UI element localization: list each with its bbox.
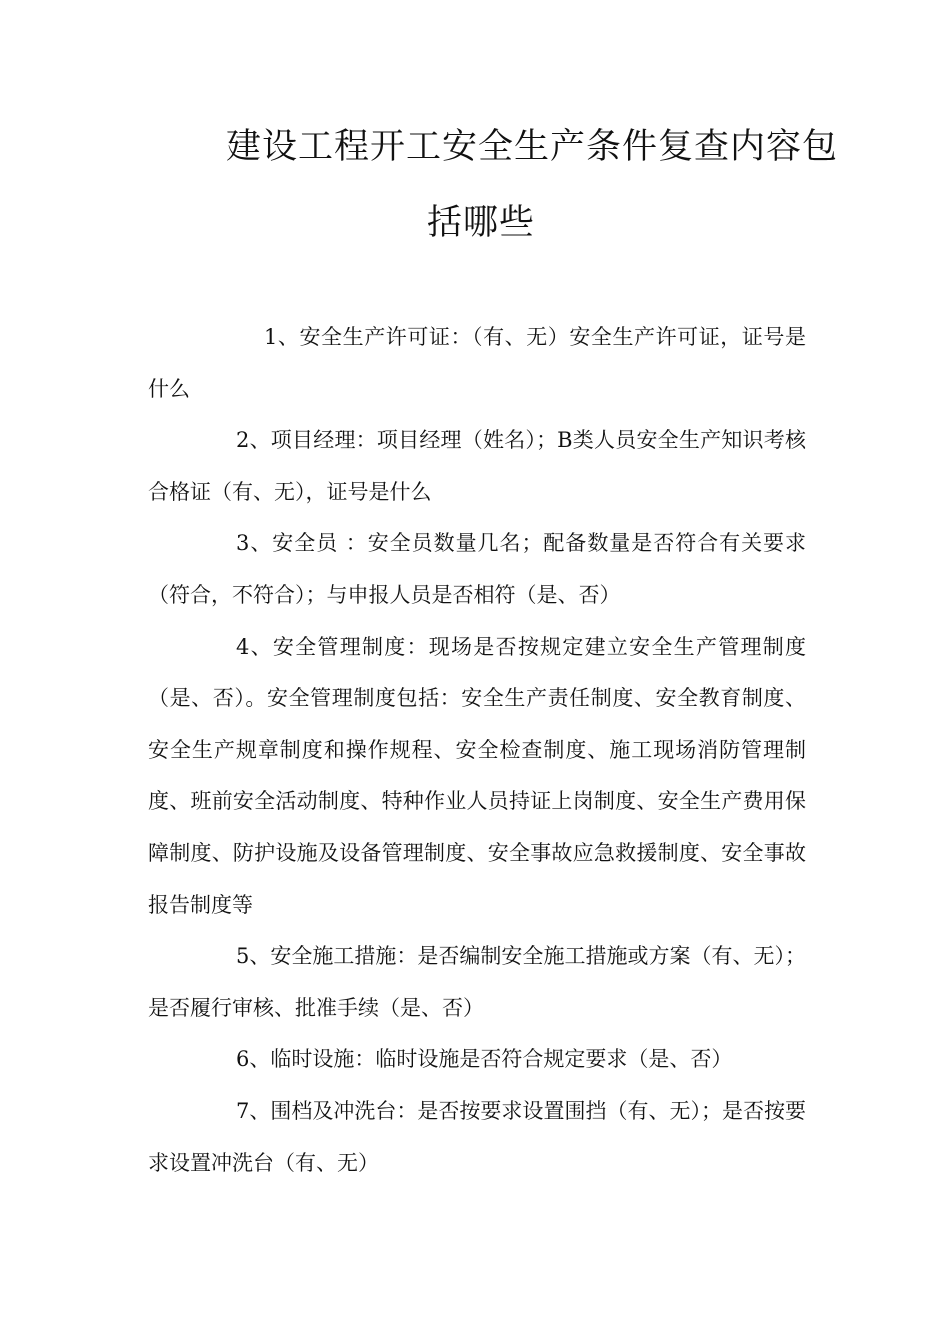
paragraph-item-4: 4、安全管理制度：现场是否按规定建立安全生产管理制度（是、否）。安全管理制度包括：安全生产责任制度、安全教育制度、安全生产规章制度和操作规程、安全检查制度、施工现场消防管理制度、班前安全活动制度、特种作业人员持证上岗制度、安全生产费用保障制度、防护设施及设备管理制度、安全事故应急救援制度、安全事故报告制度等 — [148, 634, 806, 917]
paragraph-item-2: 2、项目经理：项目经理（姓名）；B类人员安全生产知识考核合格证（有、无），证号是什么 — [148, 428, 806, 504]
paragraph-item-1: 1、安全生产许可证：（有、无）安全生产许可证，证号是什么 — [148, 325, 806, 401]
paragraph-item-5: 5、安全施工措施：是否编制安全施工措施或方案（有、无）；是否履行审核、批准手续（是、否） — [148, 944, 806, 1020]
paragraph-item-3: 3、安全员 ：安全员数量几名；配备数量是否符合有关要求（符合，不符合）；与申报人员是否相符（是、否） — [148, 531, 806, 607]
document-title-line-2: 括哪些 — [427, 203, 536, 243]
document-title-line-1: 建设工程开工安全生产条件复查内容包 — [226, 127, 839, 167]
paragraph-item-6: 6、临时设施：临时设施是否符合规定要求（是、否） — [236, 1047, 733, 1072]
document-body — [148, 312, 806, 1189]
paragraph-item-7: 7、围档及冲洗台：是否按要求设置围挡（有、无）；是否按要求设置冲洗台（有、无） — [148, 1098, 806, 1175]
